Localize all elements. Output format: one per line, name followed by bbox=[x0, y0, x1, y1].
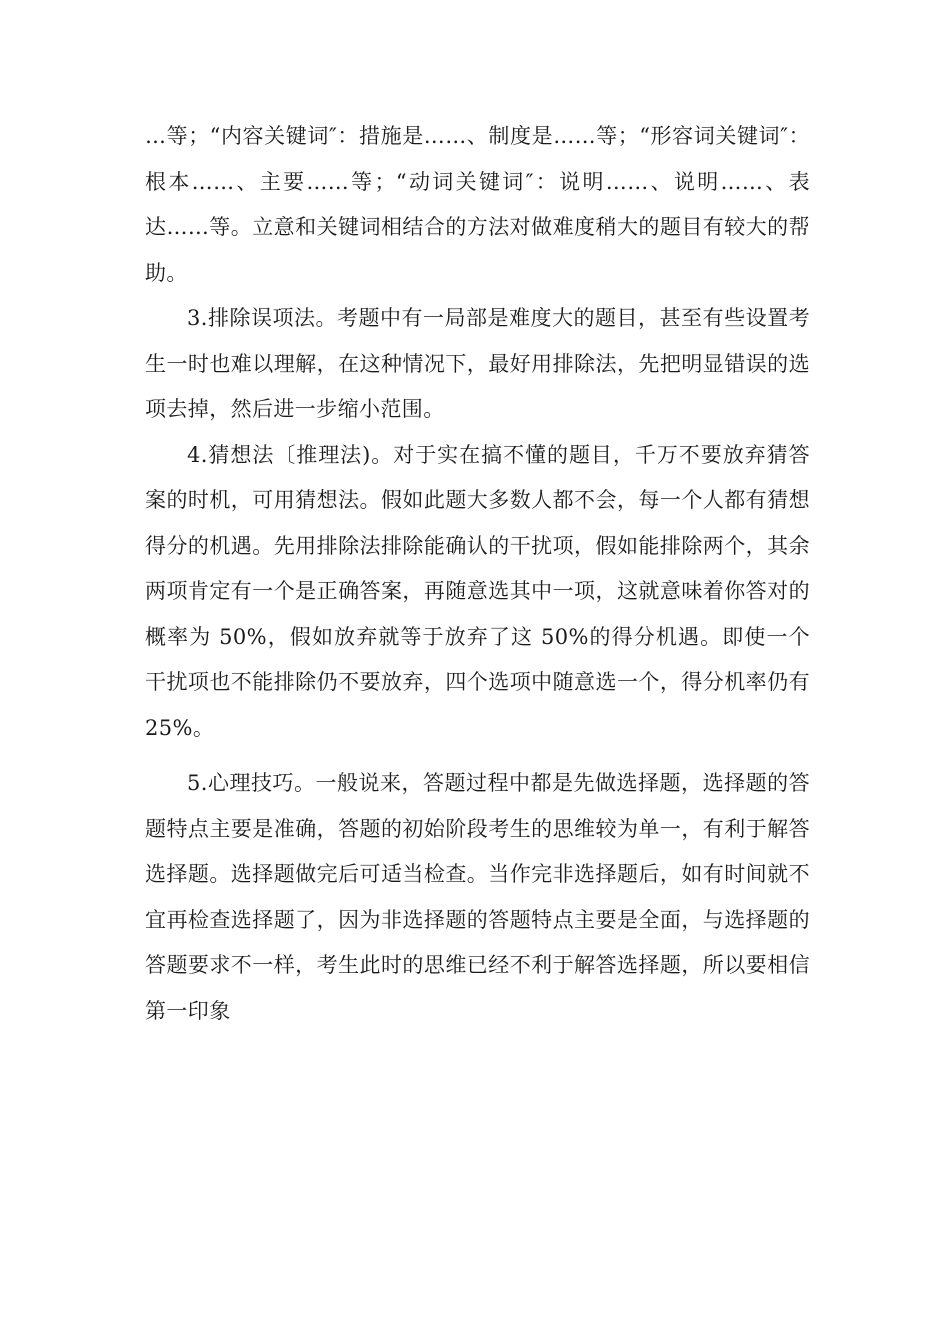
document-body bbox=[145, 114, 810, 1034]
paragraph-guessing-method: 4.猜想法〔推理法)。对于实在搞不懂的题目，千万不要放弃猜答案的时机，可用猜想法。假如此题大多数人都不会，每一个人都有猜想得分的机遇。先用排除法排除能确认的干扰项，假如能排除两个，其余两项肯定有一个是正确答案，再随意选其中一项，这就意味着你答对的概率为 50%，假如放弃就等于放弃了这 50%的得分机遇。即使一个干扰项也不能排除仍不要放弃，四个选项中随意选一个，得分机率仍有 25%。 bbox=[145, 442, 810, 740]
paragraph-keywords: …等；“内容关键词″：措施是……、制度是……等；“形容词关键词″：根本……、主要……等；“动词关键词″：说明……、说明……、表达……等。立意和关键词相结合的方法对做难度稍大的题目有较大的帮助。 bbox=[145, 124, 810, 285]
paragraph-psychology-tips: 5.心理技巧。一般说来，答题过程中都是先做选择题，选择题的答题特点主要是准确，答题的初始阶段考生的思维较为单一，有利于解答选择题。选择题做完后可适当检查。当作完非选择题后，如有时间就不宜再检查选择题了，因为非选择题的答题特点主要是全面，与选择题的答题要求不一样，考生此时的思维已经不利于解答选择题，所以要相信第一印象 bbox=[145, 771, 810, 1023]
paragraph-exclusion-method: 3.排除误项法。考题中有一局部是难度大的题目，甚至有些设置考生一时也难以理解，在这种情况下，最好用排除法，先把明显错误的选项去掉，然后进一步缩小范围。 bbox=[145, 306, 810, 421]
